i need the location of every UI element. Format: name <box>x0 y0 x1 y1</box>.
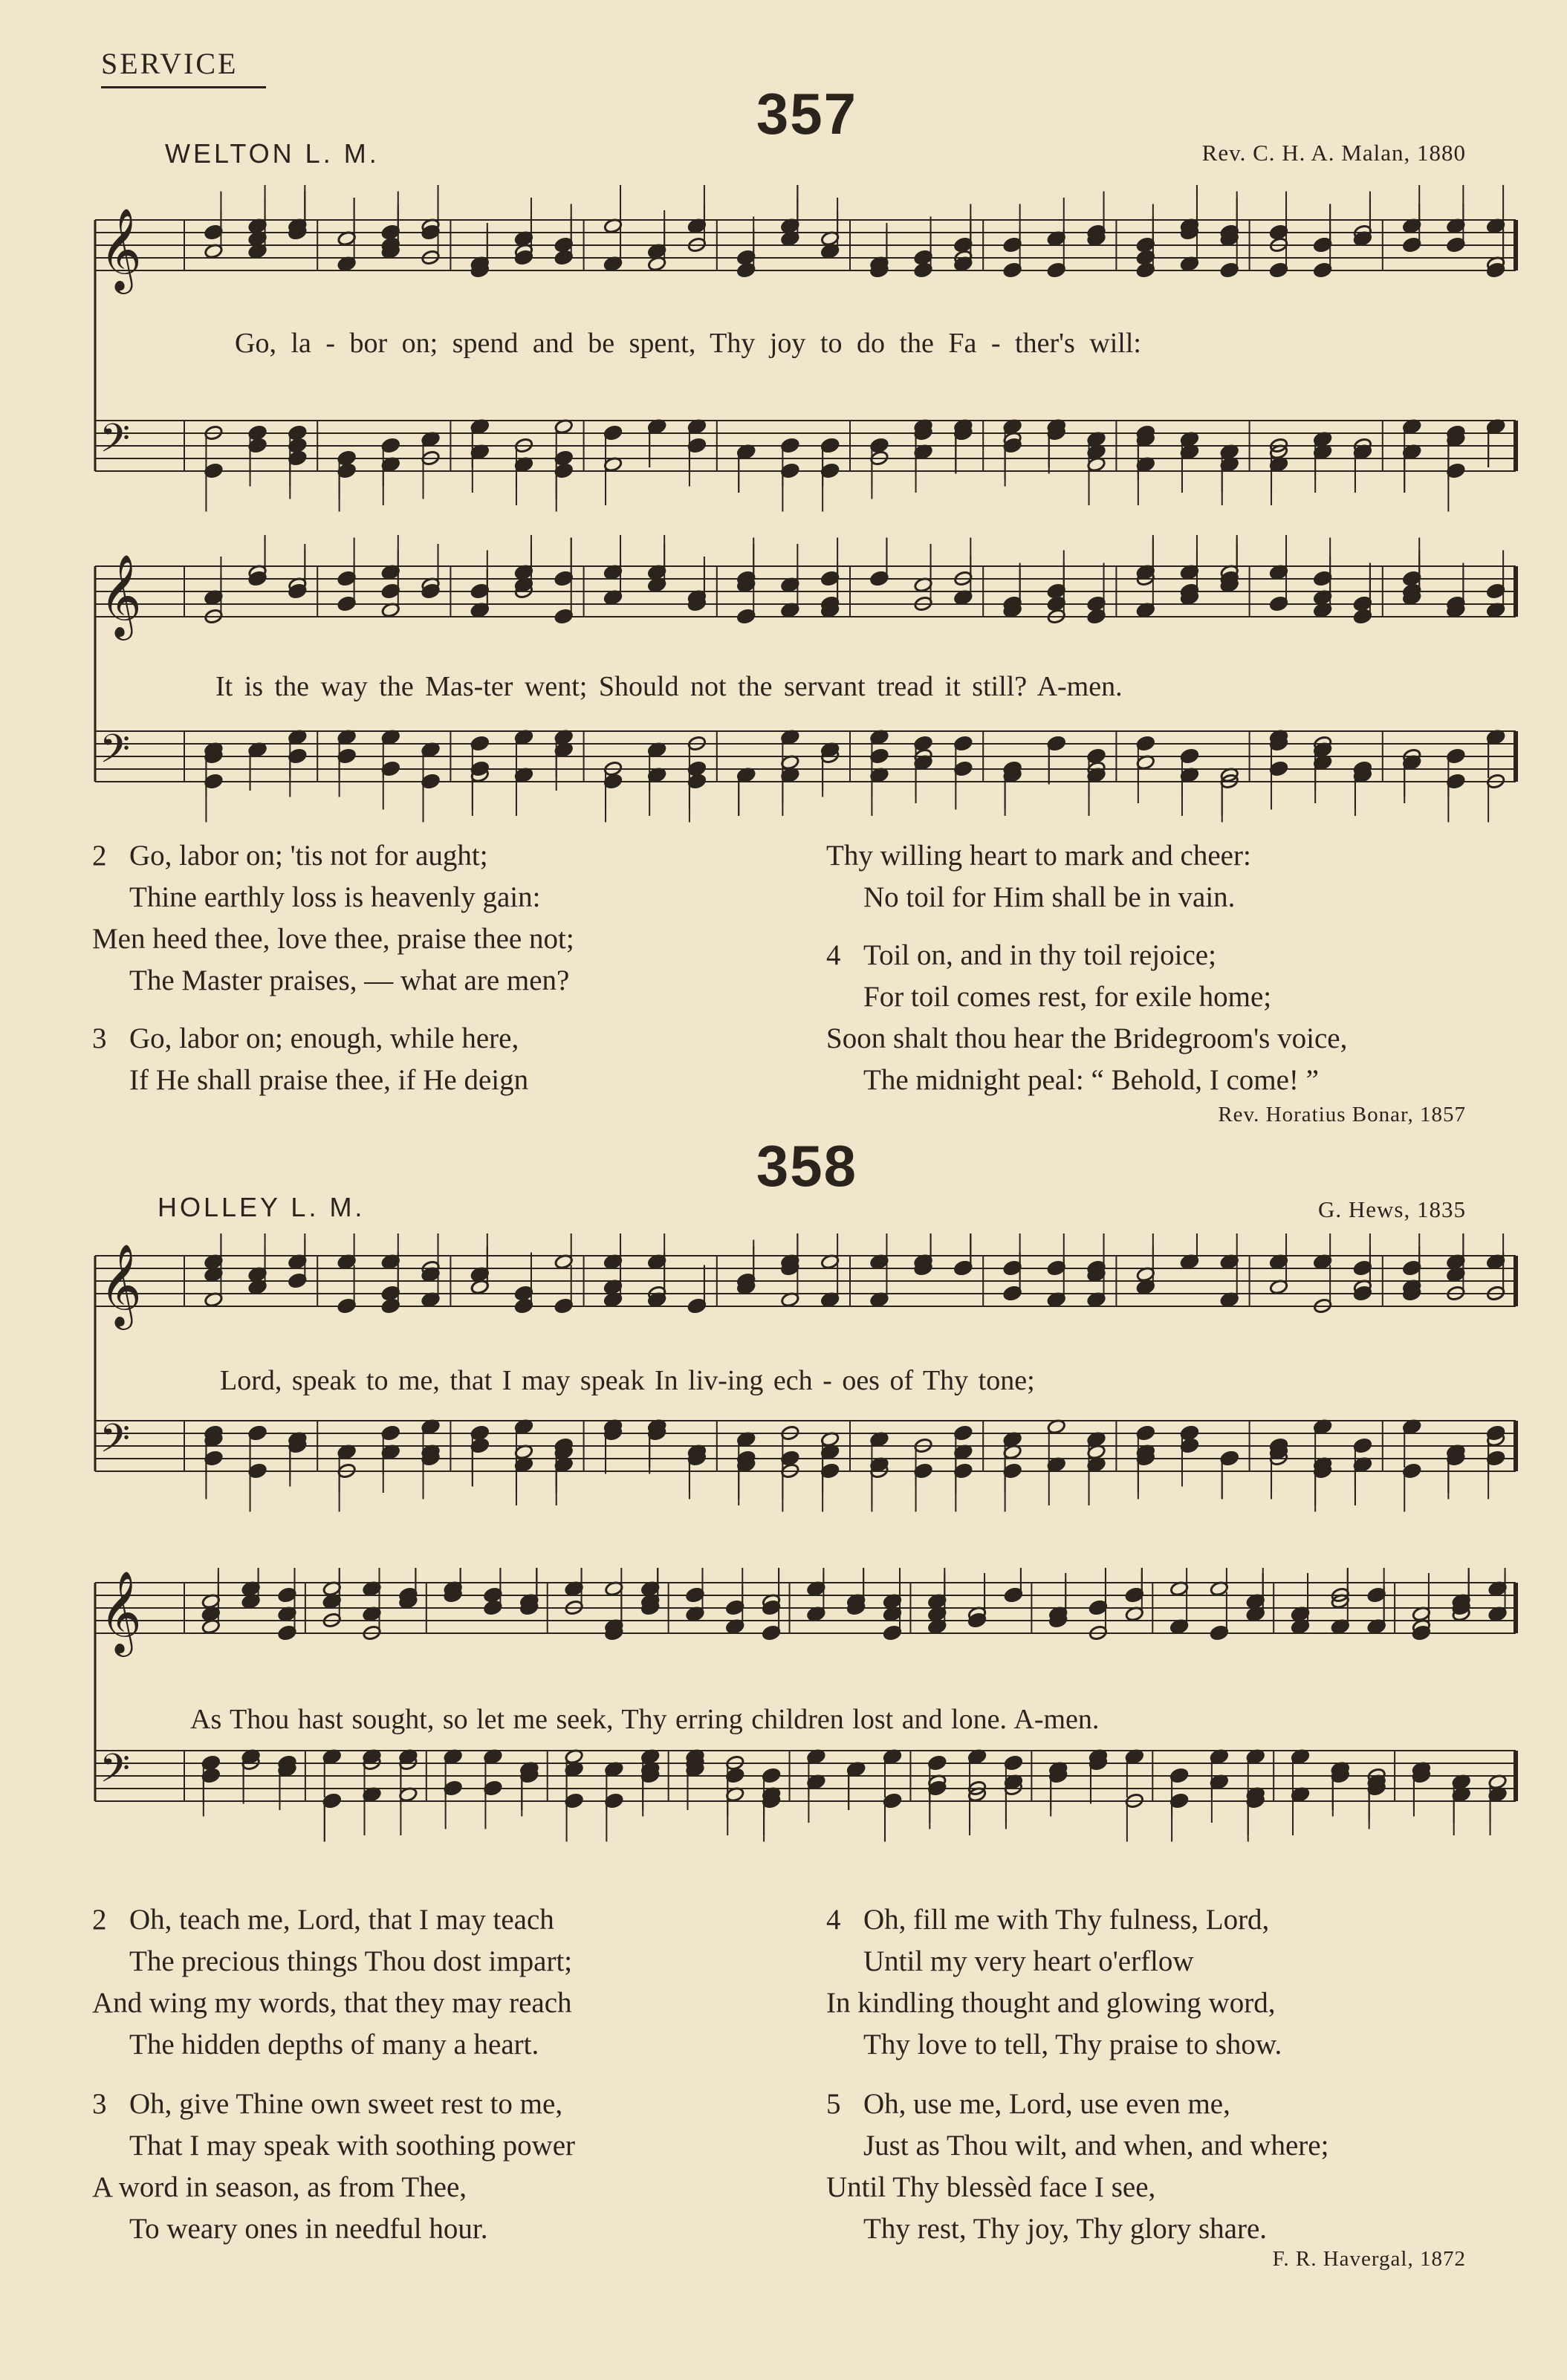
stanza-line: And wing my words, that they may reach <box>92 1987 572 2019</box>
lyric-line: Lord, speak to me, that I may speak In liv-ing ech - oes of Thy tone; <box>220 1365 1035 1396</box>
stanza-line: The midnight peal: “ Behold, I come! ” <box>863 1064 1319 1096</box>
bass-clef-icon: 𝄢 <box>100 1746 131 1801</box>
stanza-number: 2 <box>92 840 107 872</box>
stanza <box>92 1018 528 1101</box>
stanza-line: Men heed thee, love thee, praise thee not; <box>92 923 574 955</box>
lyric-line: As Thou hast sought, so let me seek, Thy erring children lost and lone. A-men. <box>190 1704 1100 1735</box>
stanza-number: 5 <box>826 2088 841 2120</box>
composer-credit: G. Hews, 1835 <box>1318 1196 1466 1222</box>
stanza-line: Go, labor on; enough, while here, <box>129 1022 519 1054</box>
tune-name: HOLLEY L. M. <box>158 1192 366 1222</box>
section-header: SERVICE <box>101 47 239 80</box>
stanza <box>826 935 1347 1101</box>
stanza-line: Until my very heart o'erflow <box>863 1945 1194 1977</box>
stanza-number: 3 <box>92 1022 107 1054</box>
author-credit: F. R. Havergal, 1872 <box>1272 2247 1466 2271</box>
stanza <box>826 2084 1328 2250</box>
stanza-line: In kindling thought and glowing word, <box>826 1987 1276 2019</box>
stanza-line: Just as Thou wilt, and when, and where; <box>863 2130 1329 2162</box>
stanza-number: 3 <box>92 2088 107 2120</box>
stanza-line: Oh, use me, Lord, use even me, <box>863 2088 1230 2120</box>
author-credit: Rev. Horatius Bonar, 1857 <box>1218 1103 1466 1126</box>
stanza-line: Soon shalt thou hear the Bridegroom's voice, <box>826 1022 1348 1054</box>
composer-credit: Rev. C. H. A. Malan, 1880 <box>1201 140 1466 166</box>
stanza-line: Toil on, and in thy toil rejoice; <box>863 939 1216 971</box>
treble-clef-icon: 𝄞 <box>100 207 142 291</box>
stanza-number: 4 <box>826 1904 841 1936</box>
stanza <box>92 2084 575 2250</box>
stanza-line: Oh, give Thine own sweet rest to me, <box>129 2088 563 2120</box>
stanza-line: Go, labor on; 'tis not for aught; <box>129 840 488 872</box>
stanza-line: If He shall praise thee, if He deign <box>129 1064 529 1096</box>
tune-name: WELTON L. M. <box>165 138 380 169</box>
stanza-line: Until Thy blessèd face I see, <box>826 2171 1156 2203</box>
stanza-line: Thy love to tell, Thy praise to show. <box>863 2029 1282 2060</box>
lyric-line: Go, la - bor on; spend and be spent, Thy joy to do the Fa - ther's will: <box>235 328 1141 359</box>
stanza-continued <box>826 835 1251 918</box>
stanza-line: That I may speak with soothing power <box>129 2130 576 2162</box>
lyric-line: It is the way the Mas-ter went; Should not the servant tread it still? A-men. <box>215 671 1123 702</box>
stanza-line: The hidden depths of many a heart. <box>129 2029 539 2060</box>
stanza <box>826 1899 1282 2066</box>
treble-clef-icon: 𝄞 <box>100 1243 142 1326</box>
bass-clef-icon: 𝄢 <box>100 1416 131 1471</box>
stanza-number: 2 <box>92 1904 107 1936</box>
stanza-line: The precious things Thou dost impart; <box>129 1945 573 1977</box>
stanza <box>92 835 574 1002</box>
stanza-line: Thy willing heart to mark and cheer: <box>826 840 1251 872</box>
stanza-line: Oh, teach me, Lord, that I may teach <box>129 1904 554 1936</box>
hymn-number: 357 <box>756 81 858 146</box>
treble-clef-icon: 𝄞 <box>100 554 142 637</box>
hymn-number: 358 <box>756 1133 858 1199</box>
stanza-line: Oh, fill me with Thy fulness, Lord, <box>863 1904 1270 1936</box>
bass-clef-icon: 𝄢 <box>100 416 131 471</box>
stanza-line: Thine earthly loss is heavenly gain: <box>129 881 541 913</box>
stanza-line: To weary ones in needful hour. <box>129 2213 488 2245</box>
treble-clef-icon: 𝄞 <box>100 1570 142 1653</box>
stanza-line: No toil for Him shall be in vain. <box>863 881 1236 913</box>
stanza <box>92 1899 572 2066</box>
stanza-line: For toil comes rest, for exile home; <box>863 981 1272 1013</box>
stanza-number: 4 <box>826 939 841 971</box>
bass-clef-icon: 𝄢 <box>100 727 131 782</box>
section-rule <box>101 86 266 88</box>
stanza-line: Thy rest, Thy joy, Thy glory share. <box>863 2213 1268 2245</box>
stanza-line: A word in season, as from Thee, <box>92 2171 467 2203</box>
stanza-line: The Master praises, — what are men? <box>129 964 570 996</box>
